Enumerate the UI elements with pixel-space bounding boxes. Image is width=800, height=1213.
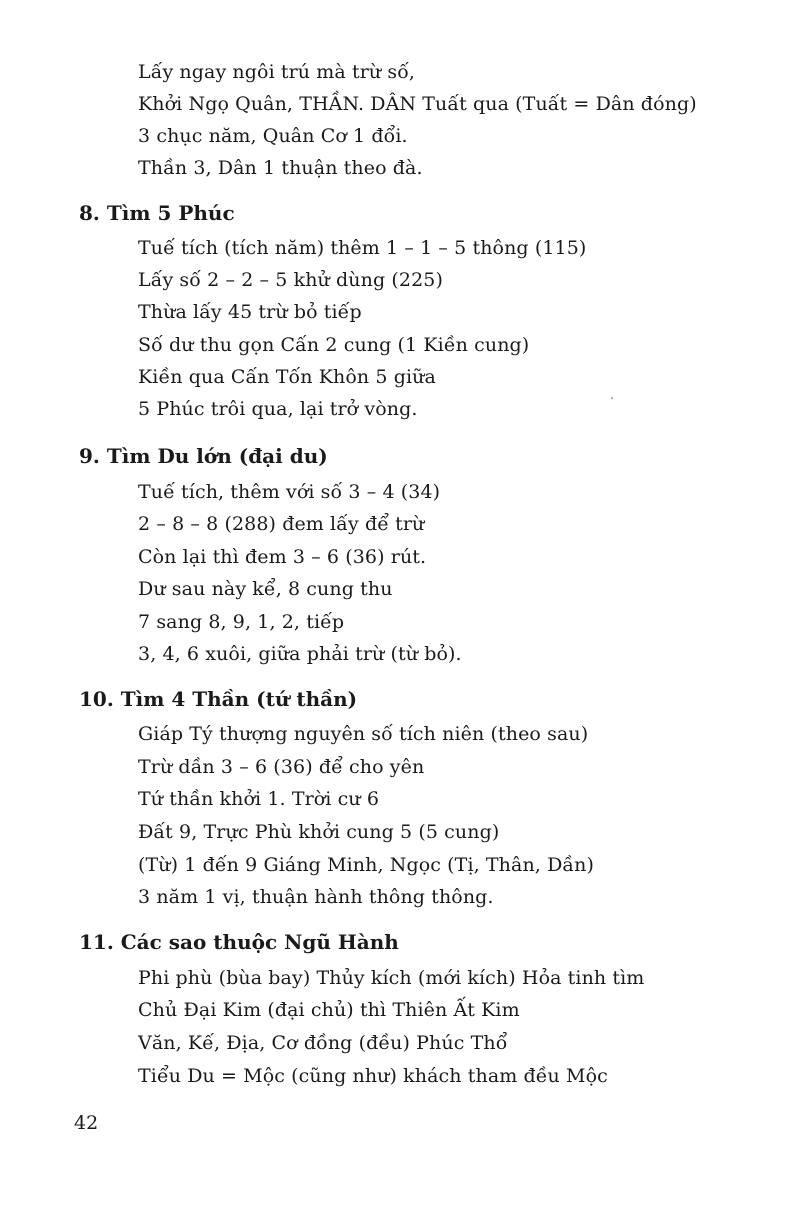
section-8-line-5: Kiền qua Cấn Tốn Khôn 5 giữa bbox=[138, 366, 436, 388]
section-9-line-4: Dư sau này kể, 8 cung thu bbox=[138, 578, 393, 600]
page-number: 42 bbox=[74, 1112, 99, 1134]
section-10-line-4: Đất 9, Trực Phù khởi cung 5 (5 cung) bbox=[138, 821, 500, 843]
section-10-line-1: Giáp Tý thượng nguyên số tích niên (theo sau) bbox=[138, 723, 589, 745]
section-11-line-1: Phi phù (bùa bay) Thủy kích (mới kích) Hỏa tinh tìm bbox=[138, 967, 645, 989]
section-9-line-2: 2 – 8 – 8 (288) đem lấy để trừ bbox=[138, 513, 425, 535]
section-11-line-4: Tiểu Du = Mộc (cũng như) khách tham đều Mộc bbox=[138, 1065, 608, 1087]
section-9-line-3: Còn lại thì đem 3 – 6 (36) rút. bbox=[138, 546, 427, 568]
section-9-line-5: 7 sang 8, 9, 1, 2, tiếp bbox=[138, 611, 345, 633]
intro-line-1: Lấy ngay ngôi trú mà trừ số, bbox=[138, 61, 416, 83]
section-11-heading: 11. Các sao thuộc Ngũ Hành bbox=[79, 930, 399, 954]
intro-line-3: 3 chục năm, Quân Cơ 1 đổi. bbox=[138, 125, 408, 147]
section-10-line-2: Trừ dần 3 – 6 (36) để cho yên bbox=[138, 756, 425, 778]
section-10-line-3: Tứ thần khởi 1. Trời cư 6 bbox=[138, 788, 380, 810]
intro-line-2: Khởi Ngọ Quân, THẦN. DÂN Tuất qua (Tuất = Dân đóng) bbox=[138, 93, 697, 115]
section-8-line-6: 5 Phúc trôi qua, lại trở vòng. bbox=[138, 398, 418, 420]
section-8-line-4: Số dư thu gọn Cấn 2 cung (1 Kiền cung) bbox=[138, 334, 530, 356]
section-8-line-1: Tuế tích (tích năm) thêm 1 – 1 – 5 thông (115) bbox=[138, 237, 587, 259]
section-10-line-5: (Từ) 1 đến 9 Giáng Minh, Ngọc (Tị, Thân, Dần) bbox=[138, 854, 594, 876]
section-9-line-1: Tuế tích, thêm với số 3 – 4 (34) bbox=[138, 481, 441, 503]
section-8-line-2: Lấy số 2 – 2 – 5 khử dùng (225) bbox=[138, 269, 443, 291]
scan-speck bbox=[611, 397, 613, 399]
section-11-line-3: Văn, Kế, Địa, Cơ đồng (đều) Phúc Thổ bbox=[138, 1032, 508, 1054]
section-11-line-2: Chủ Đại Kim (đại chủ) thì Thiên Ất Kim bbox=[138, 999, 520, 1021]
intro-line-4: Thần 3, Dân 1 thuận theo đà. bbox=[138, 157, 423, 179]
section-10-heading: 10. Tìm 4 Thần (tứ thần) bbox=[79, 687, 358, 711]
section-8-heading: 8. Tìm 5 Phúc bbox=[79, 201, 235, 225]
section-10-line-6: 3 năm 1 vị, thuận hành thông thông. bbox=[138, 886, 494, 908]
section-9-line-6: 3, 4, 6 xuôi, giữa phải trừ (từ bỏ). bbox=[138, 643, 462, 665]
section-9-heading: 9. Tìm Du lớn (đại du) bbox=[79, 444, 328, 468]
section-8-line-3: Thừa lấy 45 trừ bỏ tiếp bbox=[138, 301, 362, 323]
